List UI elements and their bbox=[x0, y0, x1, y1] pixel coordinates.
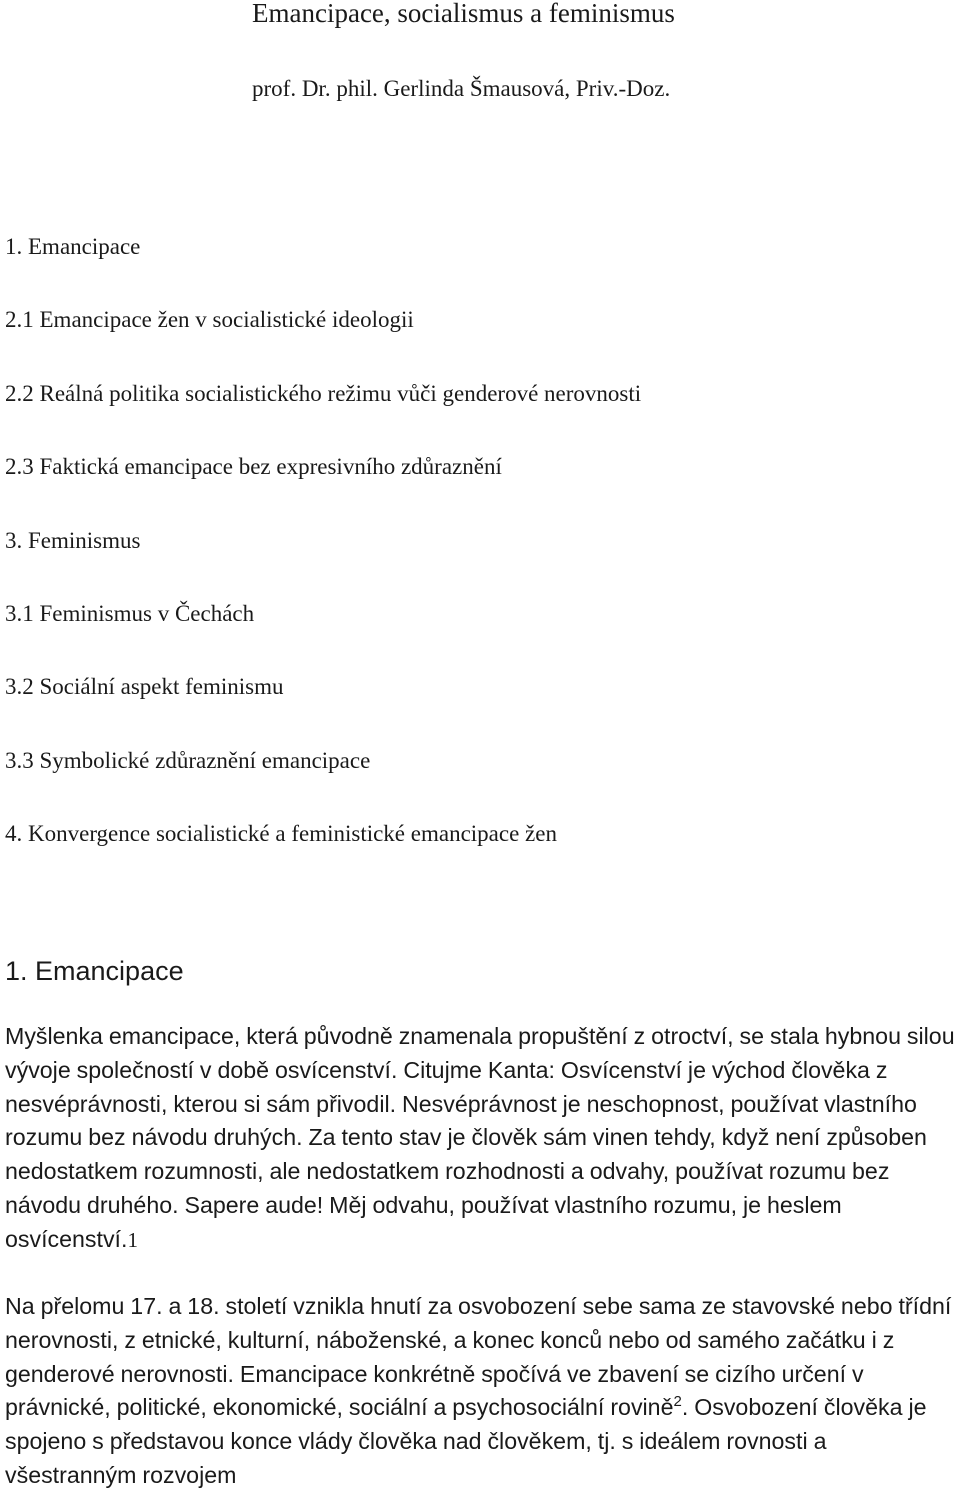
paragraph-text: Na přelomu 17. a 18. století vznikla hnutí za osvobození sebe sama ze stavovské nebo třídní nerovnosti, z etnické, kulturní, náboženské, a konec konců nebo od samého začátku i z genderové nerovnosti. Emancipace konkrétně spočívá ve zbavení se cizího určení v právnické, politické, ekonomické, sociální a psychosociální rovině bbox=[5, 1293, 952, 1421]
body-paragraph bbox=[5, 1020, 960, 1258]
body-paragraph bbox=[5, 1290, 960, 1493]
table-of-contents bbox=[5, 233, 641, 894]
toc-item: 3.1 Feminismus v Čechách bbox=[5, 600, 255, 626]
paragraph-text: Myšlenka emancipace, která původně znamenala propuštění z otroctví, se stala hybnou silou vývoje společností v době osvícenství. Citujme Kanta: Osvícenství je východ člověka z nesvéprávnosti, kterou si sám přivodil. Nesvéprávnost je neschopnost, používat vlastního rozumu bez návodu druhých. Za tento stav je člověk sám vinen tehdy, když není způsoben nedostatkem rozumnosti, ale nedostatkem rozhodnosti a odvahy, používat rozumu bez návodu druhého. Sapere aude! Měj odvahu, používat vlastního rozumu, je heslem osvícenství. bbox=[5, 1023, 955, 1252]
section-heading: 1. Emancipace bbox=[5, 956, 184, 986]
document-title: Emancipace, socialismus a feminismus bbox=[252, 0, 675, 28]
document-author: prof. Dr. phil. Gerlinda Šmausová, Priv.-Doz. bbox=[252, 76, 671, 101]
toc-item: 3.2 Sociální aspekt feminismu bbox=[5, 674, 284, 700]
toc-item: 3.3 Symbolické zdůraznění emancipace bbox=[5, 747, 371, 773]
toc-item: 1. Emancipace bbox=[5, 234, 141, 259]
toc-item: 3. Feminismus bbox=[5, 527, 141, 553]
footnote-reference: 2 bbox=[673, 1393, 682, 1411]
toc-item: 2.1 Emancipace žen v socialistické ideologii bbox=[5, 307, 414, 333]
toc-item: 4. Konvergence socialistické a feministické emancipace žen bbox=[5, 821, 557, 847]
footnote-reference: 1 bbox=[127, 1227, 138, 1252]
paragraph-text-continued: . Osvobození člověka je spojeno s představou konce vlády člověka nad člověkem, tj. s ideálem rovnosti a všestranným rozvojem bbox=[5, 1394, 927, 1488]
toc-item: 2.3 Faktická emancipace bez expresivního zdůraznění bbox=[5, 454, 502, 480]
toc-item: 2.2 Reálná politika socialistického režimu vůči genderové nerovnosti bbox=[5, 380, 642, 406]
